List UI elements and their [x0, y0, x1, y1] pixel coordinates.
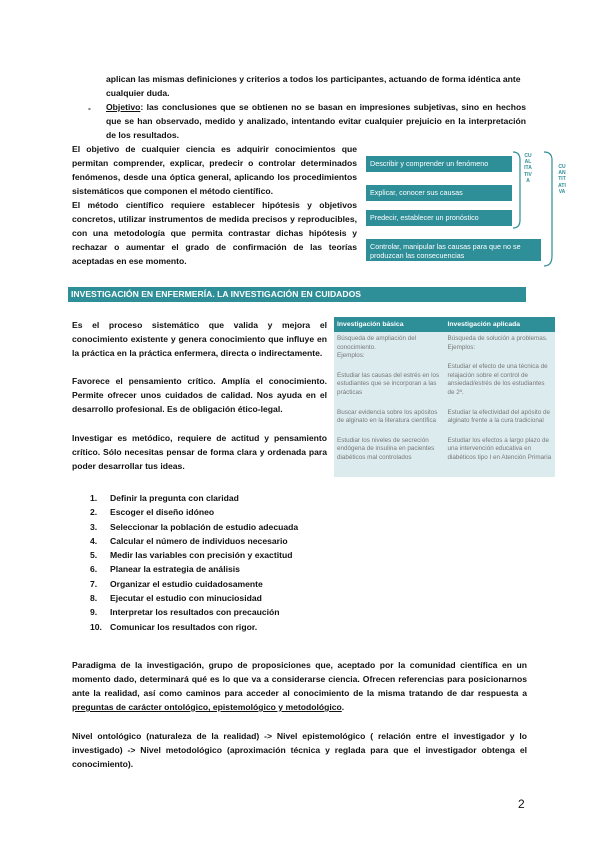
diagram-box-explicar: Explicar, conocer sus causas [366, 185, 512, 201]
table-header-row [334, 317, 555, 332]
list-item: 4. Calcular el número de individuos necesario [90, 535, 288, 546]
benefits-paragraph: Favorece el pensamiento crítico. Amplía el conocimiento. Permite ofrecer unos cuidados de calidad. Nos ayuda en el desarrollo profesional. Es de obligación ético-legal. [72, 376, 327, 414]
steps-list [90, 491, 298, 634]
paradigma-paragraph: Paradigma de la investigación, grupo de proposiciones que, aceptado por la comunidad científica en un momento dado, determinará qué es lo que va a considerarse ciencia. Ofrecen referencias para posicionarnos ante la realidad, así como caminos para acceder al conocimiento de la misma tratando de dar respuesta a preguntas de carácter ontológico, epistemológico y metodológico. [72, 660, 527, 712]
list-item: 3. Seleccionar la población de estudio adecuada [90, 521, 299, 532]
cell-aplicada: Búsqueda de solución a problemas. Ejemplos: Estudiar el efecto de una técnica de relajación sobre el control de ansiedad/estrés de los estudiantes de 2º. Estudiar la efectividad del apósito de alginato frente a la cura tradicional Estudiar los efectos a largo plazo de una intervención educativa en diabéticos tipo I en Atención Primaria [445, 332, 556, 477]
bracket-cualitativa [513, 152, 520, 228]
objetivo-label: Objetivo [106, 102, 141, 112]
investigation-types-table [334, 317, 555, 477]
header-aplicada: Investigación aplicada [445, 317, 556, 332]
diagram-box-describir: Describir y comprender un fenómeno [366, 156, 512, 172]
cell-basica: Búsqueda de ampliación del conocimiento. Ejemplos: Estudiar las causas del estrés en los estudiantes que se incorporan a las prácticas Buscar evidencia sobre los apósitos de alginato en la literatura científica Estudiar los niveles de secreción endógena de insulina en pacientes diabéticos mal controlados [334, 332, 445, 477]
definition-paragraph: Es el proceso sistemático que valida y mejora el conocimiento existente y genera conocimiento que influye en la práctica en la práctica enfermera, directa o indirectamente. [72, 320, 327, 358]
niveles-paragraph: Nivel ontológico (naturaleza de la realidad) -> Nivel epistemológico ( relación entre el investigador y lo investigado) -> Nivel metodológico (aproximación técnica y reglada para que el investigador obtenga el conocimiento). [72, 731, 527, 769]
ciencia-paragraph: El objetivo de cualquier ciencia es adquirir conocimientos que permitan comprender, explicar, predecir o controlar determinados fenómenos, desde una óptica general, aplicando los procedimientos sistemáticos que componen el método científico. [72, 144, 357, 196]
list-item: 9. Interpretar los resultados con precaución [90, 607, 280, 618]
diagram-box-controlar: Controlar, manipular las causas para que no se produzcan las consecuencias [366, 239, 541, 261]
label-cualitativa: CUALITATIVA [524, 153, 532, 184]
list-item: 10. Comunicar los resultados con rigor. [90, 621, 258, 632]
metodo-paragraph: El método científico requiere establecer hipótesis y objetivos concretos, utilizar instrumentos de medida precisos y reproducibles, con una metodología que permita contrastar dichas hipótesis y rechazar o aumentar el grado de confirmación de las teorías aceptadas en ese momento. [72, 200, 357, 266]
list-item: 5. Medir las variables con precisión y exactitud [90, 550, 293, 561]
label-cuantitativa: CUANTITATIVA [558, 164, 566, 195]
table-row [334, 332, 555, 477]
bracket-cuantitativa [544, 152, 552, 266]
section-title-bar: INVESTIGACIÓN EN ENFERMERÍA. LA INVESTIGACIÓN EN CUIDADOS [68, 287, 526, 302]
investigar-paragraph: Investigar es metódico, requiere de actitud y pensamiento crítico. Sólo necesitas pensar de forma clara y ordenada para poder desarrollar tus ideas. [72, 433, 327, 471]
page-number: 2 [518, 797, 525, 811]
list-item: 7. Organizar el estudio cuidadosamente [90, 578, 263, 589]
bullet-dash: - [88, 103, 91, 113]
list-item: 2. Escoger el diseño idóneo [90, 507, 215, 518]
continued-bullet: aplican las mismas definiciones y criterios a todos los participantes, actuando de forma idéntica ante cualquier duda. [106, 74, 521, 98]
list-item: 1. Definir la pregunta con claridad [90, 493, 239, 503]
header-basica: Investigación básica [334, 317, 445, 332]
paradigma-questions-link: preguntas de carácter ontológico, epistemológico y metodológico [72, 702, 342, 712]
list-item: 8. Ejecutar el estudio con minuciosidad [90, 593, 262, 604]
diagram-box-predecir: Predecir, establecer un pronóstico [366, 210, 512, 226]
objetivo-bullet: Objetivo: las conclusiones que se obtienen no se basan en impresiones subjetivas, sino en hechos que se han observado, medido y analizado, intentando evitar cualquier prejuicio en la interpretación de los resultados. [106, 102, 526, 140]
list-item: 6. Planear la estrategia de análisis [90, 564, 240, 575]
